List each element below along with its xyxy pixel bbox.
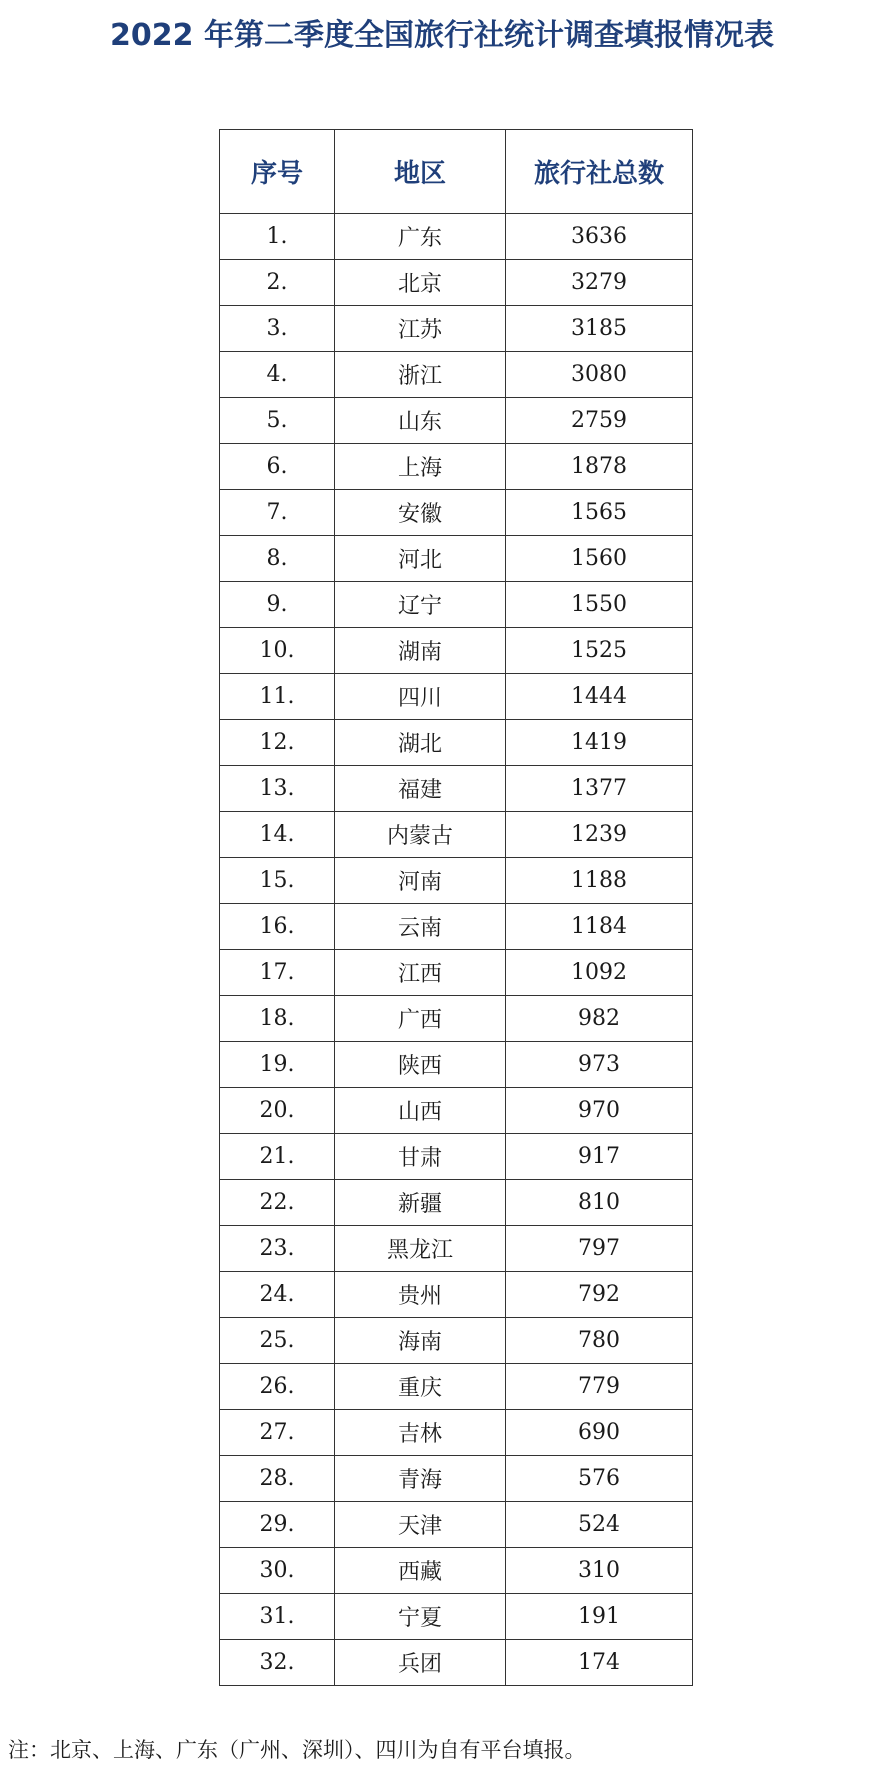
footnote: 注：北京、上海、广东（广州、深圳）、四川为自有平台填报。 [8, 1738, 586, 1762]
table-row [220, 1088, 693, 1134]
table-row [220, 1410, 693, 1456]
cell-number: 18. [220, 996, 335, 1042]
cell-number: 12. [220, 720, 335, 766]
cell-agency-total: 3080 [506, 352, 693, 398]
table-row [220, 812, 693, 858]
cell-number: 22. [220, 1180, 335, 1226]
cell-region: 青海 [335, 1456, 506, 1502]
cell-agency-total: 1377 [506, 766, 693, 812]
cell-number: 24. [220, 1272, 335, 1318]
cell-region: 贵州 [335, 1272, 506, 1318]
cell-region: 山西 [335, 1088, 506, 1134]
cell-region: 江西 [335, 950, 506, 996]
cell-region: 福建 [335, 766, 506, 812]
table-row [220, 536, 693, 582]
cell-region: 辽宁 [335, 582, 506, 628]
cell-number: 3. [220, 306, 335, 352]
cell-region: 陕西 [335, 1042, 506, 1088]
cell-number: 30. [220, 1548, 335, 1594]
table-row [220, 1180, 693, 1226]
table-row [220, 1502, 693, 1548]
cell-region: 西藏 [335, 1548, 506, 1594]
cell-number: 5. [220, 398, 335, 444]
cell-number: 16. [220, 904, 335, 950]
cell-region: 安徽 [335, 490, 506, 536]
table-row [220, 1456, 693, 1502]
table-row [220, 260, 693, 306]
cell-region: 黑龙江 [335, 1226, 506, 1272]
cell-agency-total: 1444 [506, 674, 693, 720]
cell-region: 内蒙古 [335, 812, 506, 858]
table-row [220, 582, 693, 628]
cell-agency-total: 690 [506, 1410, 693, 1456]
cell-number: 32. [220, 1640, 335, 1686]
cell-agency-total: 1525 [506, 628, 693, 674]
table-row [220, 996, 693, 1042]
cell-agency-total: 174 [506, 1640, 693, 1686]
table-row [220, 1594, 693, 1640]
cell-agency-total: 576 [506, 1456, 693, 1502]
cell-region: 湖北 [335, 720, 506, 766]
cell-number: 13. [220, 766, 335, 812]
cell-region: 河北 [335, 536, 506, 582]
cell-number: 8. [220, 536, 335, 582]
cell-number: 20. [220, 1088, 335, 1134]
cell-region: 新疆 [335, 1180, 506, 1226]
table-row [220, 398, 693, 444]
cell-region: 宁夏 [335, 1594, 506, 1640]
cell-region: 河南 [335, 858, 506, 904]
table-row [220, 1272, 693, 1318]
cell-region: 海南 [335, 1318, 506, 1364]
cell-agency-total: 1565 [506, 490, 693, 536]
table-body [220, 214, 693, 1686]
cell-region: 湖南 [335, 628, 506, 674]
table-row [220, 1640, 693, 1686]
table-row [220, 766, 693, 812]
cell-number: 23. [220, 1226, 335, 1272]
cell-agency-total: 1419 [506, 720, 693, 766]
table-row [220, 674, 693, 720]
column-header-agency-total: 旅行社总数 [506, 130, 693, 214]
table-row [220, 1042, 693, 1088]
cell-region: 江苏 [335, 306, 506, 352]
cell-region: 云南 [335, 904, 506, 950]
cell-agency-total: 310 [506, 1548, 693, 1594]
cell-region: 天津 [335, 1502, 506, 1548]
cell-agency-total: 1239 [506, 812, 693, 858]
cell-number: 15. [220, 858, 335, 904]
table-header [220, 130, 693, 214]
cell-agency-total: 3636 [506, 214, 693, 260]
cell-region: 吉林 [335, 1410, 506, 1456]
table-row [220, 628, 693, 674]
cell-agency-total: 792 [506, 1272, 693, 1318]
cell-number: 26. [220, 1364, 335, 1410]
table-row [220, 490, 693, 536]
cell-number: 4. [220, 352, 335, 398]
cell-region: 广西 [335, 996, 506, 1042]
cell-agency-total: 1878 [506, 444, 693, 490]
cell-agency-total: 970 [506, 1088, 693, 1134]
cell-number: 27. [220, 1410, 335, 1456]
cell-number: 10. [220, 628, 335, 674]
table-row [220, 1134, 693, 1180]
cell-region: 上海 [335, 444, 506, 490]
cell-agency-total: 1188 [506, 858, 693, 904]
cell-agency-total: 780 [506, 1318, 693, 1364]
cell-agency-total: 3185 [506, 306, 693, 352]
cell-agency-total: 779 [506, 1364, 693, 1410]
table-row [220, 720, 693, 766]
cell-number: 28. [220, 1456, 335, 1502]
table-row [220, 1226, 693, 1272]
cell-agency-total: 973 [506, 1042, 693, 1088]
cell-number: 1. [220, 214, 335, 260]
cell-region: 山东 [335, 398, 506, 444]
cell-number: 21. [220, 1134, 335, 1180]
cell-region: 广东 [335, 214, 506, 260]
cell-region: 重庆 [335, 1364, 506, 1410]
cell-region: 甘肃 [335, 1134, 506, 1180]
cell-number: 17. [220, 950, 335, 996]
cell-number: 31. [220, 1594, 335, 1640]
cell-agency-total: 1560 [506, 536, 693, 582]
table-row [220, 444, 693, 490]
cell-agency-total: 1550 [506, 582, 693, 628]
column-header-number: 序号 [220, 130, 335, 214]
cell-agency-total: 982 [506, 996, 693, 1042]
table-row [220, 1318, 693, 1364]
cell-number: 9. [220, 582, 335, 628]
table-row [220, 1548, 693, 1594]
cell-number: 11. [220, 674, 335, 720]
cell-agency-total: 3279 [506, 260, 693, 306]
cell-agency-total: 810 [506, 1180, 693, 1226]
cell-agency-total: 797 [506, 1226, 693, 1272]
cell-agency-total: 2759 [506, 398, 693, 444]
cell-agency-total: 917 [506, 1134, 693, 1180]
page-title: 2022 年第二季度全国旅行社统计调查填报情况表 [110, 18, 774, 53]
column-header-region: 地区 [335, 130, 506, 214]
table-header-row [220, 130, 693, 214]
cell-number: 25. [220, 1318, 335, 1364]
cell-number: 6. [220, 444, 335, 490]
table-row [220, 306, 693, 352]
table-row [220, 1364, 693, 1410]
cell-number: 29. [220, 1502, 335, 1548]
cell-region: 浙江 [335, 352, 506, 398]
cell-number: 2. [220, 260, 335, 306]
table-row [220, 214, 693, 260]
cell-region: 北京 [335, 260, 506, 306]
cell-agency-total: 191 [506, 1594, 693, 1640]
cell-number: 7. [220, 490, 335, 536]
cell-region: 兵团 [335, 1640, 506, 1686]
table-row [220, 352, 693, 398]
cell-agency-total: 1184 [506, 904, 693, 950]
cell-agency-total: 524 [506, 1502, 693, 1548]
table-row [220, 950, 693, 996]
statistics-table [219, 129, 693, 1686]
table-row [220, 858, 693, 904]
cell-number: 19. [220, 1042, 335, 1088]
cell-number: 14. [220, 812, 335, 858]
cell-region: 四川 [335, 674, 506, 720]
cell-agency-total: 1092 [506, 950, 693, 996]
table-row [220, 904, 693, 950]
